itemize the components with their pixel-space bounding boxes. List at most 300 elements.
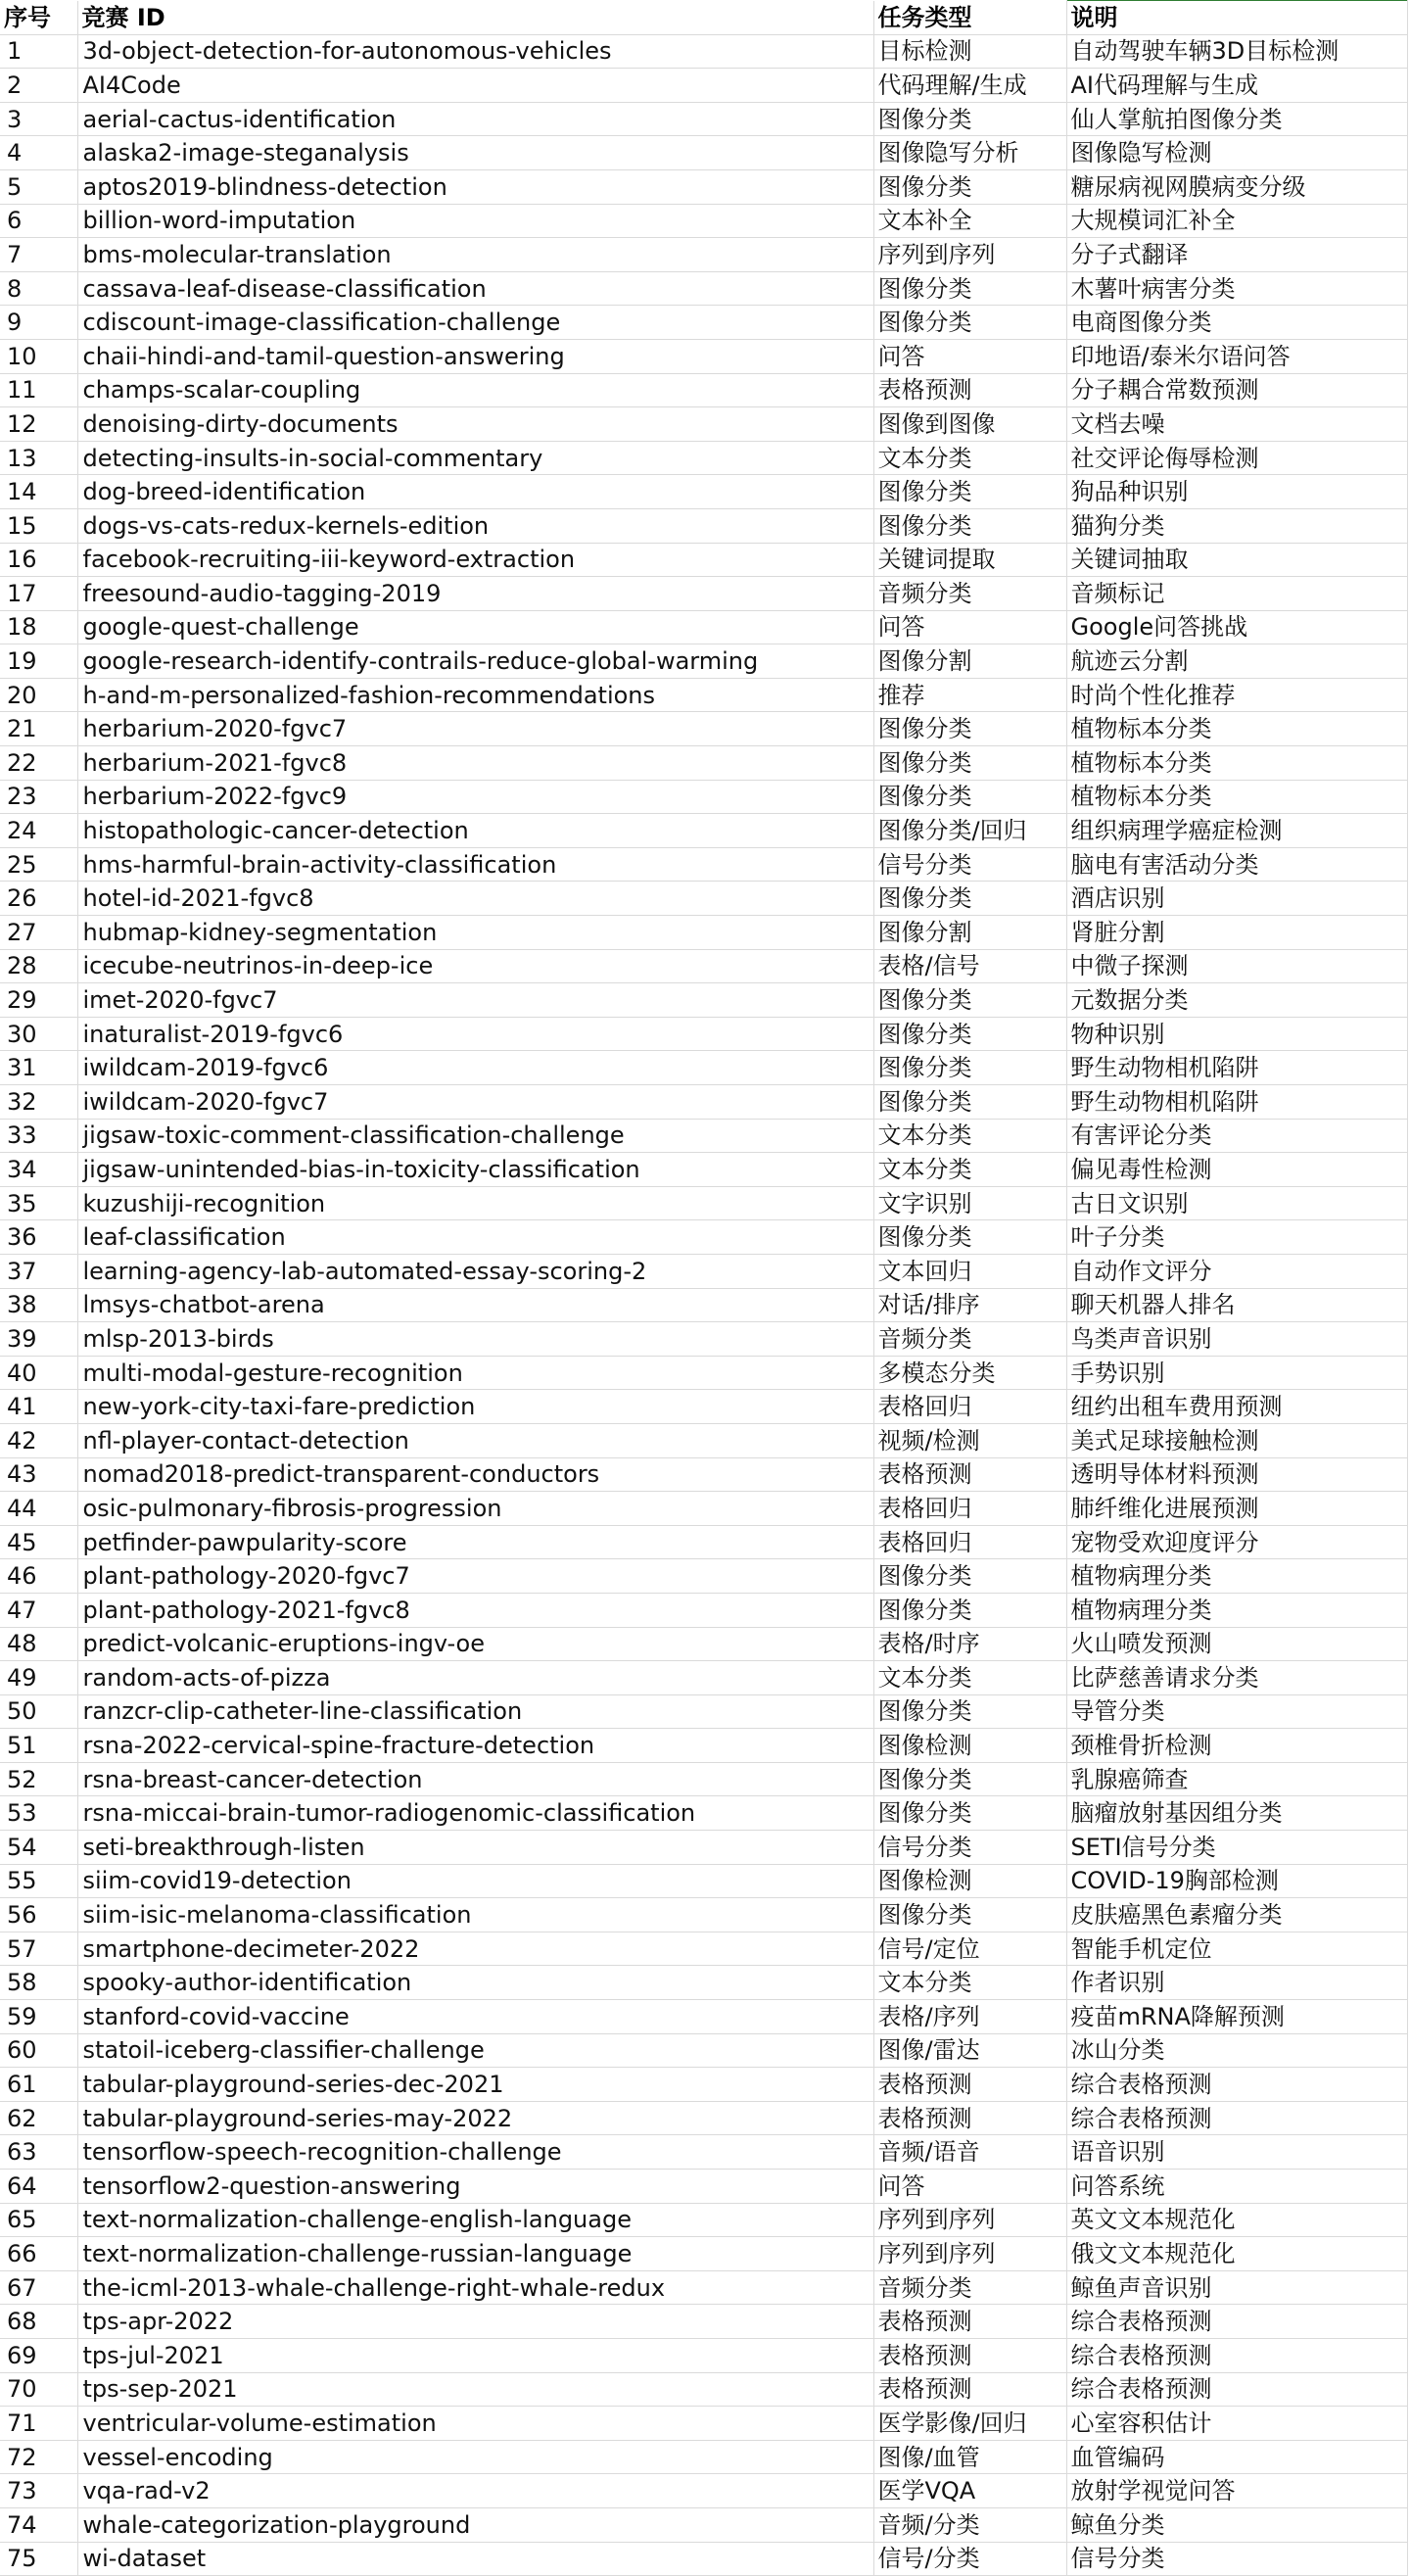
cell-index[interactable]: 5	[0, 169, 77, 204]
cell-competition-id[interactable]: iwildcam-2019-fgvc6	[77, 1051, 873, 1085]
cell-task-type[interactable]: 表格/序列	[873, 2000, 1066, 2034]
cell-index[interactable]: 70	[0, 2372, 77, 2407]
cell-task-type[interactable]: 表格预测	[873, 1457, 1066, 1492]
cell-task-type[interactable]: 信号分类	[873, 847, 1066, 882]
header-cell-task-type[interactable]: 任务类型	[873, 1, 1066, 35]
cell-competition-id[interactable]: billion-word-imputation	[77, 204, 873, 238]
cell-task-type[interactable]: 表格预测	[873, 2338, 1066, 2372]
cell-index[interactable]: 34	[0, 1153, 77, 1187]
cell-competition-id[interactable]: google-quest-challenge	[77, 610, 873, 644]
cell-competition-id[interactable]: hms-harmful-brain-activity-classification	[77, 847, 873, 882]
cell-competition-id[interactable]: dogs-vs-cats-redux-kernels-edition	[77, 508, 873, 543]
cell-description[interactable]: 物种识别	[1066, 1017, 1407, 1051]
cell-description[interactable]: 元数据分类	[1066, 983, 1407, 1018]
cell-index[interactable]: 59	[0, 2000, 77, 2034]
cell-task-type[interactable]: 图像分类	[873, 1796, 1066, 1831]
cell-competition-id[interactable]: siim-covid19-detection	[77, 1864, 873, 1898]
cell-competition-id[interactable]: herbarium-2020-fgvc7	[77, 712, 873, 746]
cell-index[interactable]: 28	[0, 949, 77, 983]
cell-competition-id[interactable]: learning-agency-lab-automated-essay-scoring-2	[77, 1254, 873, 1288]
cell-task-type[interactable]: 图像分类	[873, 882, 1066, 916]
cell-task-type[interactable]: 图像分类/回归	[873, 814, 1066, 848]
cell-competition-id[interactable]: osic-pulmonary-fibrosis-progression	[77, 1492, 873, 1526]
cell-description[interactable]: 聊天机器人排名	[1066, 1288, 1407, 1322]
cell-index[interactable]: 3	[0, 102, 77, 136]
cell-task-type[interactable]: 文本分类	[873, 1153, 1066, 1187]
cell-description[interactable]: 疫苗mRNA降解预测	[1066, 2000, 1407, 2034]
cell-index[interactable]: 45	[0, 1525, 77, 1559]
cell-index[interactable]: 57	[0, 1932, 77, 1966]
cell-index[interactable]: 62	[0, 2101, 77, 2135]
cell-description[interactable]: 心室容积估计	[1066, 2407, 1407, 2441]
cell-description[interactable]: 乳腺癌筛查	[1066, 1762, 1407, 1796]
cell-index[interactable]: 63	[0, 2135, 77, 2170]
cell-description[interactable]: 植物病理分类	[1066, 1559, 1407, 1594]
cell-task-type[interactable]: 图像分类	[873, 306, 1066, 340]
cell-index[interactable]: 44	[0, 1492, 77, 1526]
cell-task-type[interactable]: 序列到序列	[873, 2203, 1066, 2237]
cell-task-type[interactable]: 表格/时序	[873, 1627, 1066, 1661]
cell-competition-id[interactable]: statoil-iceberg-classifier-challenge	[77, 2033, 873, 2068]
cell-description[interactable]: 关键词抽取	[1066, 543, 1407, 577]
cell-competition-id[interactable]: imet-2020-fgvc7	[77, 983, 873, 1018]
cell-task-type[interactable]: 图像分类	[873, 1694, 1066, 1729]
cell-description[interactable]: 脑电有害活动分类	[1066, 847, 1407, 882]
header-cell-description[interactable]: 说明	[1066, 1, 1407, 35]
cell-task-type[interactable]: 图像分类	[873, 746, 1066, 781]
cell-index[interactable]: 11	[0, 373, 77, 407]
cell-index[interactable]: 64	[0, 2170, 77, 2204]
cell-competition-id[interactable]: histopathologic-cancer-detection	[77, 814, 873, 848]
cell-index[interactable]: 35	[0, 1186, 77, 1220]
header-cell-index[interactable]: 序号	[0, 1, 77, 35]
cell-task-type[interactable]: 文本分类	[873, 1661, 1066, 1695]
cell-description[interactable]: 鲸鱼声音识别	[1066, 2270, 1407, 2305]
cell-task-type[interactable]: 代码理解/生成	[873, 69, 1066, 103]
cell-competition-id[interactable]: rsna-breast-cancer-detection	[77, 1762, 873, 1796]
cell-index[interactable]: 18	[0, 610, 77, 644]
cell-description[interactable]: 综合表格预测	[1066, 2305, 1407, 2339]
cell-competition-id[interactable]: vessel-encoding	[77, 2440, 873, 2474]
cell-description[interactable]: Google问答挑战	[1066, 610, 1407, 644]
cell-task-type[interactable]: 图像分类	[873, 1898, 1066, 1932]
cell-description[interactable]: 植物标本分类	[1066, 780, 1407, 814]
cell-competition-id[interactable]: seti-breakthrough-listen	[77, 1831, 873, 1865]
cell-description[interactable]: 纽约出租车费用预测	[1066, 1390, 1407, 1424]
cell-competition-id[interactable]: text-normalization-challenge-english-language	[77, 2203, 873, 2237]
cell-task-type[interactable]: 多模态分类	[873, 1356, 1066, 1390]
cell-description[interactable]: 宠物受欢迎度评分	[1066, 1525, 1407, 1559]
cell-competition-id[interactable]: plant-pathology-2020-fgvc7	[77, 1559, 873, 1594]
cell-description[interactable]: 自动作文评分	[1066, 1254, 1407, 1288]
cell-task-type[interactable]: 图像分类	[873, 712, 1066, 746]
cell-task-type[interactable]: 表格预测	[873, 2372, 1066, 2407]
cell-index[interactable]: 13	[0, 441, 77, 475]
cell-competition-id[interactable]: mlsp-2013-birds	[77, 1322, 873, 1357]
cell-description[interactable]: 皮肤癌黑色素瘤分类	[1066, 1898, 1407, 1932]
cell-index[interactable]: 12	[0, 407, 77, 442]
cell-description[interactable]: 手势识别	[1066, 1356, 1407, 1390]
cell-competition-id[interactable]: denoising-dirty-documents	[77, 407, 873, 442]
cell-task-type[interactable]: 图像分类	[873, 1559, 1066, 1594]
cell-index[interactable]: 69	[0, 2338, 77, 2372]
cell-competition-id[interactable]: kuzushiji-recognition	[77, 1186, 873, 1220]
cell-description[interactable]: 中微子探测	[1066, 949, 1407, 983]
cell-description[interactable]: 分子耦合常数预测	[1066, 373, 1407, 407]
cell-index[interactable]: 4	[0, 136, 77, 170]
cell-competition-id[interactable]: plant-pathology-2021-fgvc8	[77, 1593, 873, 1627]
cell-competition-id[interactable]: hubmap-kidney-segmentation	[77, 916, 873, 950]
cell-competition-id[interactable]: random-acts-of-pizza	[77, 1661, 873, 1695]
cell-competition-id[interactable]: siim-isic-melanoma-classification	[77, 1898, 873, 1932]
cell-task-type[interactable]: 图像到图像	[873, 407, 1066, 442]
cell-description[interactable]: 野生动物相机陷阱	[1066, 1085, 1407, 1120]
cell-index[interactable]: 71	[0, 2407, 77, 2441]
cell-task-type[interactable]: 图像分类	[873, 271, 1066, 306]
cell-description[interactable]: 木薯叶病害分类	[1066, 271, 1407, 306]
cell-index[interactable]: 20	[0, 678, 77, 712]
cell-competition-id[interactable]: stanford-covid-vaccine	[77, 2000, 873, 2034]
cell-description[interactable]: 音频标记	[1066, 577, 1407, 611]
cell-description[interactable]: 俄文文本规范化	[1066, 2237, 1407, 2271]
cell-index[interactable]: 24	[0, 814, 77, 848]
cell-task-type[interactable]: 文本回归	[873, 1254, 1066, 1288]
cell-task-type[interactable]: 图像分类	[873, 1762, 1066, 1796]
cell-competition-id[interactable]: facebook-recruiting-iii-keyword-extraction	[77, 543, 873, 577]
cell-competition-id[interactable]: AI4Code	[77, 69, 873, 103]
cell-task-type[interactable]: 图像/雷达	[873, 2033, 1066, 2068]
cell-index[interactable]: 19	[0, 644, 77, 679]
cell-index[interactable]: 72	[0, 2440, 77, 2474]
cell-description[interactable]: 大规模词汇补全	[1066, 204, 1407, 238]
cell-index[interactable]: 52	[0, 1762, 77, 1796]
cell-competition-id[interactable]: iwildcam-2020-fgvc7	[77, 1085, 873, 1120]
cell-task-type[interactable]: 表格回归	[873, 1390, 1066, 1424]
cell-index[interactable]: 32	[0, 1085, 77, 1120]
cell-index[interactable]: 42	[0, 1423, 77, 1457]
cell-task-type[interactable]: 文本分类	[873, 1966, 1066, 2000]
cell-description[interactable]: 综合表格预测	[1066, 2068, 1407, 2102]
cell-index[interactable]: 53	[0, 1796, 77, 1831]
cell-competition-id[interactable]: bms-molecular-translation	[77, 238, 873, 272]
cell-description[interactable]: 火山喷发预测	[1066, 1627, 1407, 1661]
cell-task-type[interactable]: 表格预测	[873, 373, 1066, 407]
cell-task-type[interactable]: 表格/信号	[873, 949, 1066, 983]
cell-task-type[interactable]: 图像分类	[873, 475, 1066, 509]
cell-task-type[interactable]: 图像分类	[873, 508, 1066, 543]
cell-task-type[interactable]: 表格预测	[873, 2101, 1066, 2135]
cell-task-type[interactable]: 医学VQA	[873, 2474, 1066, 2508]
cell-index[interactable]: 26	[0, 882, 77, 916]
cell-competition-id[interactable]: the-icml-2013-whale-challenge-right-whale-redux	[77, 2270, 873, 2305]
cell-competition-id[interactable]: lmsys-chatbot-arena	[77, 1288, 873, 1322]
cell-task-type[interactable]: 文本分类	[873, 441, 1066, 475]
cell-description[interactable]: 叶子分类	[1066, 1220, 1407, 1255]
cell-index[interactable]: 23	[0, 780, 77, 814]
cell-index[interactable]: 58	[0, 1966, 77, 2000]
cell-index[interactable]: 68	[0, 2305, 77, 2339]
cell-index[interactable]: 60	[0, 2033, 77, 2068]
cell-competition-id[interactable]: rsna-miccai-brain-tumor-radiogenomic-classification	[77, 1796, 873, 1831]
cell-competition-id[interactable]: smartphone-decimeter-2022	[77, 1932, 873, 1966]
cell-index[interactable]: 31	[0, 1051, 77, 1085]
cell-description[interactable]: 猫狗分类	[1066, 508, 1407, 543]
cell-description[interactable]: 导管分类	[1066, 1694, 1407, 1729]
cell-task-type[interactable]: 表格预测	[873, 2305, 1066, 2339]
cell-competition-id[interactable]: google-research-identify-contrails-reduce-global-warming	[77, 644, 873, 679]
cell-description[interactable]: 作者识别	[1066, 1966, 1407, 2000]
cell-index[interactable]: 6	[0, 204, 77, 238]
cell-description[interactable]: 时尚个性化推荐	[1066, 678, 1407, 712]
cell-description[interactable]: 社交评论侮辱检测	[1066, 441, 1407, 475]
cell-description[interactable]: 仙人掌航拍图像分类	[1066, 102, 1407, 136]
cell-competition-id[interactable]: herbarium-2021-fgvc8	[77, 746, 873, 781]
cell-index[interactable]: 10	[0, 339, 77, 373]
cell-index[interactable]: 40	[0, 1356, 77, 1390]
cell-competition-id[interactable]: detecting-insults-in-social-commentary	[77, 441, 873, 475]
cell-index[interactable]: 61	[0, 2068, 77, 2102]
cell-task-type[interactable]: 图像分类	[873, 102, 1066, 136]
cell-task-type[interactable]: 问答	[873, 2170, 1066, 2204]
cell-competition-id[interactable]: aerial-cactus-identification	[77, 102, 873, 136]
cell-description[interactable]: 血管编码	[1066, 2440, 1407, 2474]
cell-index[interactable]: 73	[0, 2474, 77, 2508]
cell-description[interactable]: 植物病理分类	[1066, 1593, 1407, 1627]
cell-task-type[interactable]: 表格回归	[873, 1525, 1066, 1559]
cell-competition-id[interactable]: nomad2018-predict-transparent-conductors	[77, 1457, 873, 1492]
cell-description[interactable]: 肾脏分割	[1066, 916, 1407, 950]
cell-description[interactable]: 冰山分类	[1066, 2033, 1407, 2068]
cell-task-type[interactable]: 音频分类	[873, 1322, 1066, 1357]
cell-description[interactable]: 分子式翻译	[1066, 238, 1407, 272]
cell-competition-id[interactable]: vqa-rad-v2	[77, 2474, 873, 2508]
cell-index[interactable]: 38	[0, 1288, 77, 1322]
cell-competition-id[interactable]: cdiscount-image-classification-challenge	[77, 306, 873, 340]
cell-competition-id[interactable]: herbarium-2022-fgvc9	[77, 780, 873, 814]
cell-competition-id[interactable]: alaska2-image-steganalysis	[77, 136, 873, 170]
cell-index[interactable]: 7	[0, 238, 77, 272]
cell-index[interactable]: 30	[0, 1017, 77, 1051]
cell-competition-id[interactable]: jigsaw-toxic-comment-classification-challenge	[77, 1119, 873, 1153]
cell-competition-id[interactable]: nfl-player-contact-detection	[77, 1423, 873, 1457]
cell-description[interactable]: 航迹云分割	[1066, 644, 1407, 679]
cell-index[interactable]: 41	[0, 1390, 77, 1424]
cell-task-type[interactable]: 图像检测	[873, 1864, 1066, 1898]
cell-index[interactable]: 48	[0, 1627, 77, 1661]
cell-task-type[interactable]: 音频/分类	[873, 2507, 1066, 2542]
cell-index[interactable]: 9	[0, 306, 77, 340]
cell-description[interactable]: 鲸鱼分类	[1066, 2507, 1407, 2542]
cell-index[interactable]: 49	[0, 1661, 77, 1695]
cell-description[interactable]: 鸟类声音识别	[1066, 1322, 1407, 1357]
cell-index[interactable]: 36	[0, 1220, 77, 1255]
cell-description[interactable]: 综合表格预测	[1066, 2338, 1407, 2372]
cell-competition-id[interactable]: dog-breed-identification	[77, 475, 873, 509]
cell-task-type[interactable]: 问答	[873, 339, 1066, 373]
cell-task-type[interactable]: 音频/语音	[873, 2135, 1066, 2170]
cell-description[interactable]: 野生动物相机陷阱	[1066, 1051, 1407, 1085]
cell-task-type[interactable]: 推荐	[873, 678, 1066, 712]
cell-description[interactable]: 有害评论分类	[1066, 1119, 1407, 1153]
cell-task-type[interactable]: 文本补全	[873, 204, 1066, 238]
cell-index[interactable]: 46	[0, 1559, 77, 1594]
header-cell-competition-id[interactable]: 竞赛 ID	[77, 1, 873, 35]
cell-competition-id[interactable]: cassava-leaf-disease-classification	[77, 271, 873, 306]
cell-index[interactable]: 22	[0, 746, 77, 781]
cell-competition-id[interactable]: tabular-playground-series-may-2022	[77, 2101, 873, 2135]
cell-index[interactable]: 29	[0, 983, 77, 1018]
cell-task-type[interactable]: 文字识别	[873, 1186, 1066, 1220]
cell-competition-id[interactable]: tps-sep-2021	[77, 2372, 873, 2407]
cell-task-type[interactable]: 医学影像/回归	[873, 2407, 1066, 2441]
cell-index[interactable]: 51	[0, 1729, 77, 1763]
cell-competition-id[interactable]: new-york-city-taxi-fare-prediction	[77, 1390, 873, 1424]
cell-description[interactable]: 糖尿病视网膜病变分级	[1066, 169, 1407, 204]
cell-task-type[interactable]: 信号分类	[873, 1831, 1066, 1865]
cell-index[interactable]: 75	[0, 2542, 77, 2576]
cell-competition-id[interactable]: aptos2019-blindness-detection	[77, 169, 873, 204]
cell-competition-id[interactable]: leaf-classification	[77, 1220, 873, 1255]
cell-competition-id[interactable]: spooky-author-identification	[77, 1966, 873, 2000]
cell-description[interactable]: 美式足球接触检测	[1066, 1423, 1407, 1457]
cell-index[interactable]: 39	[0, 1322, 77, 1357]
cell-description[interactable]: 电商图像分类	[1066, 306, 1407, 340]
cell-description[interactable]: 文档去噪	[1066, 407, 1407, 442]
cell-index[interactable]: 2	[0, 69, 77, 103]
cell-competition-id[interactable]: icecube-neutrinos-in-deep-ice	[77, 949, 873, 983]
cell-description[interactable]: 偏见毒性检测	[1066, 1153, 1407, 1187]
cell-index[interactable]: 17	[0, 577, 77, 611]
cell-index[interactable]: 66	[0, 2237, 77, 2271]
cell-task-type[interactable]: 图像分类	[873, 1051, 1066, 1085]
cell-index[interactable]: 25	[0, 847, 77, 882]
cell-task-type[interactable]: 图像分类	[873, 1017, 1066, 1051]
cell-description[interactable]: 组织病理学癌症检测	[1066, 814, 1407, 848]
cell-description[interactable]: 透明导体材料预测	[1066, 1457, 1407, 1492]
cell-index[interactable]: 1	[0, 34, 77, 69]
cell-task-type[interactable]: 图像分类	[873, 1085, 1066, 1120]
cell-task-type[interactable]: 问答	[873, 610, 1066, 644]
cell-competition-id[interactable]: tensorflow2-question-answering	[77, 2170, 873, 2204]
cell-task-type[interactable]: 关键词提取	[873, 543, 1066, 577]
cell-task-type[interactable]: 信号/定位	[873, 1932, 1066, 1966]
cell-description[interactable]: 植物标本分类	[1066, 746, 1407, 781]
cell-index[interactable]: 15	[0, 508, 77, 543]
cell-description[interactable]: SETI信号分类	[1066, 1831, 1407, 1865]
cell-index[interactable]: 65	[0, 2203, 77, 2237]
cell-competition-id[interactable]: rsna-2022-cervical-spine-fracture-detection	[77, 1729, 873, 1763]
cell-description[interactable]: 综合表格预测	[1066, 2372, 1407, 2407]
cell-index[interactable]: 54	[0, 1831, 77, 1865]
cell-description[interactable]: 放射学视觉问答	[1066, 2474, 1407, 2508]
cell-index[interactable]: 50	[0, 1694, 77, 1729]
cell-task-type[interactable]: 图像隐写分析	[873, 136, 1066, 170]
cell-description[interactable]: 智能手机定位	[1066, 1932, 1407, 1966]
cell-description[interactable]: 颈椎骨折检测	[1066, 1729, 1407, 1763]
cell-competition-id[interactable]: predict-volcanic-eruptions-ingv-oe	[77, 1627, 873, 1661]
cell-description[interactable]: 语音识别	[1066, 2135, 1407, 2170]
cell-description[interactable]: 肺纤维化进展预测	[1066, 1492, 1407, 1526]
cell-task-type[interactable]: 文本分类	[873, 1119, 1066, 1153]
cell-index[interactable]: 74	[0, 2507, 77, 2542]
cell-task-type[interactable]: 图像分类	[873, 1220, 1066, 1255]
cell-index[interactable]: 8	[0, 271, 77, 306]
cell-description[interactable]: 古日文识别	[1066, 1186, 1407, 1220]
cell-description[interactable]: 综合表格预测	[1066, 2101, 1407, 2135]
cell-task-type[interactable]: 对话/排序	[873, 1288, 1066, 1322]
cell-competition-id[interactable]: champs-scalar-coupling	[77, 373, 873, 407]
cell-description[interactable]: 信号分类	[1066, 2542, 1407, 2576]
cell-description[interactable]: 比萨慈善请求分类	[1066, 1661, 1407, 1695]
cell-competition-id[interactable]: tensorflow-speech-recognition-challenge	[77, 2135, 873, 2170]
cell-competition-id[interactable]: chaii-hindi-and-tamil-question-answering	[77, 339, 873, 373]
cell-task-type[interactable]: 图像分类	[873, 1593, 1066, 1627]
cell-task-type[interactable]: 图像分类	[873, 169, 1066, 204]
cell-index[interactable]: 55	[0, 1864, 77, 1898]
cell-task-type[interactable]: 表格预测	[873, 2068, 1066, 2102]
cell-competition-id[interactable]: whale-categorization-playground	[77, 2507, 873, 2542]
cell-competition-id[interactable]: tps-jul-2021	[77, 2338, 873, 2372]
cell-task-type[interactable]: 音频分类	[873, 2270, 1066, 2305]
cell-task-type[interactable]: 表格回归	[873, 1492, 1066, 1526]
cell-task-type[interactable]: 序列到序列	[873, 238, 1066, 272]
cell-task-type[interactable]: 图像分割	[873, 644, 1066, 679]
cell-competition-id[interactable]: h-and-m-personalized-fashion-recommendations	[77, 678, 873, 712]
cell-description[interactable]: 问答系统	[1066, 2170, 1407, 2204]
cell-competition-id[interactable]: petfinder-pawpularity-score	[77, 1525, 873, 1559]
cell-index[interactable]: 33	[0, 1119, 77, 1153]
cell-description[interactable]: 狗品种识别	[1066, 475, 1407, 509]
cell-description[interactable]: 英文文本规范化	[1066, 2203, 1407, 2237]
cell-task-type[interactable]: 图像/血管	[873, 2440, 1066, 2474]
cell-description[interactable]: AI代码理解与生成	[1066, 69, 1407, 103]
cell-index[interactable]: 27	[0, 916, 77, 950]
cell-index[interactable]: 67	[0, 2270, 77, 2305]
cell-index[interactable]: 14	[0, 475, 77, 509]
cell-index[interactable]: 21	[0, 712, 77, 746]
cell-competition-id[interactable]: jigsaw-unintended-bias-in-toxicity-classification	[77, 1153, 873, 1187]
cell-competition-id[interactable]: tabular-playground-series-dec-2021	[77, 2068, 873, 2102]
cell-description[interactable]: 印地语/泰米尔语问答	[1066, 339, 1407, 373]
cell-task-type[interactable]: 图像分类	[873, 780, 1066, 814]
cell-competition-id[interactable]: tps-apr-2022	[77, 2305, 873, 2339]
cell-task-type[interactable]: 信号/分类	[873, 2542, 1066, 2576]
cell-competition-id[interactable]: hotel-id-2021-fgvc8	[77, 882, 873, 916]
cell-description[interactable]: 植物标本分类	[1066, 712, 1407, 746]
cell-task-type[interactable]: 图像检测	[873, 1729, 1066, 1763]
cell-description[interactable]: 脑瘤放射基因组分类	[1066, 1796, 1407, 1831]
cell-task-type[interactable]: 目标检测	[873, 34, 1066, 69]
cell-task-type[interactable]: 音频分类	[873, 577, 1066, 611]
cell-task-type[interactable]: 图像分类	[873, 983, 1066, 1018]
cell-index[interactable]: 16	[0, 543, 77, 577]
cell-task-type[interactable]: 视频/检测	[873, 1423, 1066, 1457]
cell-description[interactable]: 酒店识别	[1066, 882, 1407, 916]
cell-competition-id[interactable]: wi-dataset	[77, 2542, 873, 2576]
cell-competition-id[interactable]: inaturalist-2019-fgvc6	[77, 1017, 873, 1051]
cell-description[interactable]: 自动驾驶车辆3D目标检测	[1066, 34, 1407, 69]
cell-competition-id[interactable]: freesound-audio-tagging-2019	[77, 577, 873, 611]
cell-competition-id[interactable]: ventricular-volume-estimation	[77, 2407, 873, 2441]
cell-description[interactable]: COVID-19胸部检测	[1066, 1864, 1407, 1898]
cell-index[interactable]: 43	[0, 1457, 77, 1492]
cell-task-type[interactable]: 图像分割	[873, 916, 1066, 950]
cell-competition-id[interactable]: 3d-object-detection-for-autonomous-vehicles	[77, 34, 873, 69]
cell-index[interactable]: 47	[0, 1593, 77, 1627]
cell-competition-id[interactable]: text-normalization-challenge-russian-language	[77, 2237, 873, 2271]
cell-index[interactable]: 56	[0, 1898, 77, 1932]
cell-description[interactable]: 图像隐写检测	[1066, 136, 1407, 170]
